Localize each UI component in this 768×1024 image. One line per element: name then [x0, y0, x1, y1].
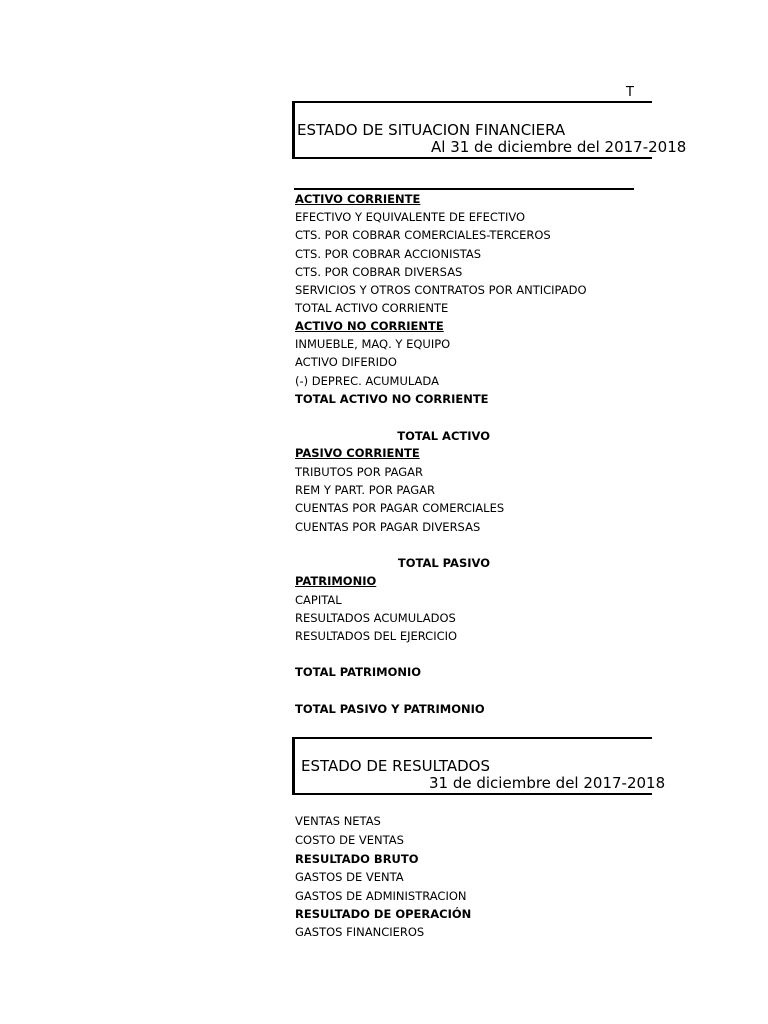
- row-label: CTS. POR COBRAR COMERCIALES-TERCEROS: [295, 228, 551, 242]
- row-label: EFECTIVO Y EQUIVALENTE DE EFECTIVO: [295, 210, 526, 224]
- row-label: TOTAL ACTIVO CORRIENTE: [295, 301, 449, 315]
- total-pasivo-patrimonio: TOTAL PASIVO Y PATRIMONIO: [295, 702, 485, 716]
- row-label: COSTO DE VENTAS: [295, 833, 404, 847]
- row-label: CUENTAS POR PAGAR DIVERSAS: [295, 520, 481, 534]
- row-label: RESULTADOS DEL EJERCICIO: [295, 629, 458, 643]
- total-patrimonio: TOTAL PATRIMONIO: [295, 665, 422, 679]
- total-pasivo: TOTAL PASIVO: [397, 556, 490, 570]
- row-label: GASTOS DE ADMINISTRACION: [295, 889, 467, 903]
- section-activo-corriente: ACTIVO CORRIENTE: [295, 192, 421, 206]
- header-rule: [294, 188, 634, 190]
- row-label: ACTIVO DIFERIDO: [295, 355, 397, 369]
- corner-text: T: [626, 85, 634, 100]
- row-label: (-) DEPREC. ACUMULADA: [295, 374, 439, 388]
- total-activo: TOTAL ACTIVO: [397, 429, 490, 443]
- row-label: VENTAS NETAS: [295, 814, 381, 828]
- results-title: ESTADO DE RESULTADOS: [301, 757, 491, 775]
- row-label: SERVICIOS Y OTROS CONTRATOS POR ANTICIPADO: [295, 283, 587, 297]
- results-subtitle: 31 de diciembre del 2017-2018: [429, 774, 666, 792]
- balance-title-box: [292, 101, 687, 159]
- results-title-box: [292, 737, 666, 795]
- total-activo-no-corriente: TOTAL ACTIVO NO CORRIENTE: [295, 392, 489, 406]
- row-label: RESULTADOS ACUMULADOS: [295, 611, 456, 625]
- row-label: CTS. POR COBRAR DIVERSAS: [295, 265, 463, 279]
- balance-title: ESTADO DE SITUACION FINANCIERA: [297, 121, 566, 139]
- balance-subtitle: Al 31 de diciembre del 2017-2018: [431, 138, 687, 156]
- row-label: GASTOS DE VENTA: [295, 870, 404, 884]
- section-patrimonio: PATRIMONIO: [295, 574, 377, 588]
- row-label: CUENTAS POR PAGAR COMERCIALES: [295, 501, 505, 515]
- section-pasivo-corriente: PASIVO CORRIENTE: [295, 446, 420, 460]
- row-label: CTS. POR COBRAR ACCIONISTAS: [295, 247, 482, 261]
- row-label: CAPITAL: [295, 593, 342, 607]
- row-label: REM Y PART. POR PAGAR: [295, 483, 435, 497]
- row-label: RESULTADO BRUTO: [295, 852, 419, 866]
- row-label: GASTOS FINANCIEROS: [295, 925, 425, 939]
- section-activo-no-corriente: ACTIVO NO CORRIENTE: [295, 319, 444, 333]
- row-label: TRIBUTOS POR PAGAR: [295, 465, 424, 479]
- row-label: INMUEBLE, MAQ. Y EQUIPO: [295, 337, 451, 351]
- row-label: RESULTADO DE OPERACIÓN: [295, 907, 472, 921]
